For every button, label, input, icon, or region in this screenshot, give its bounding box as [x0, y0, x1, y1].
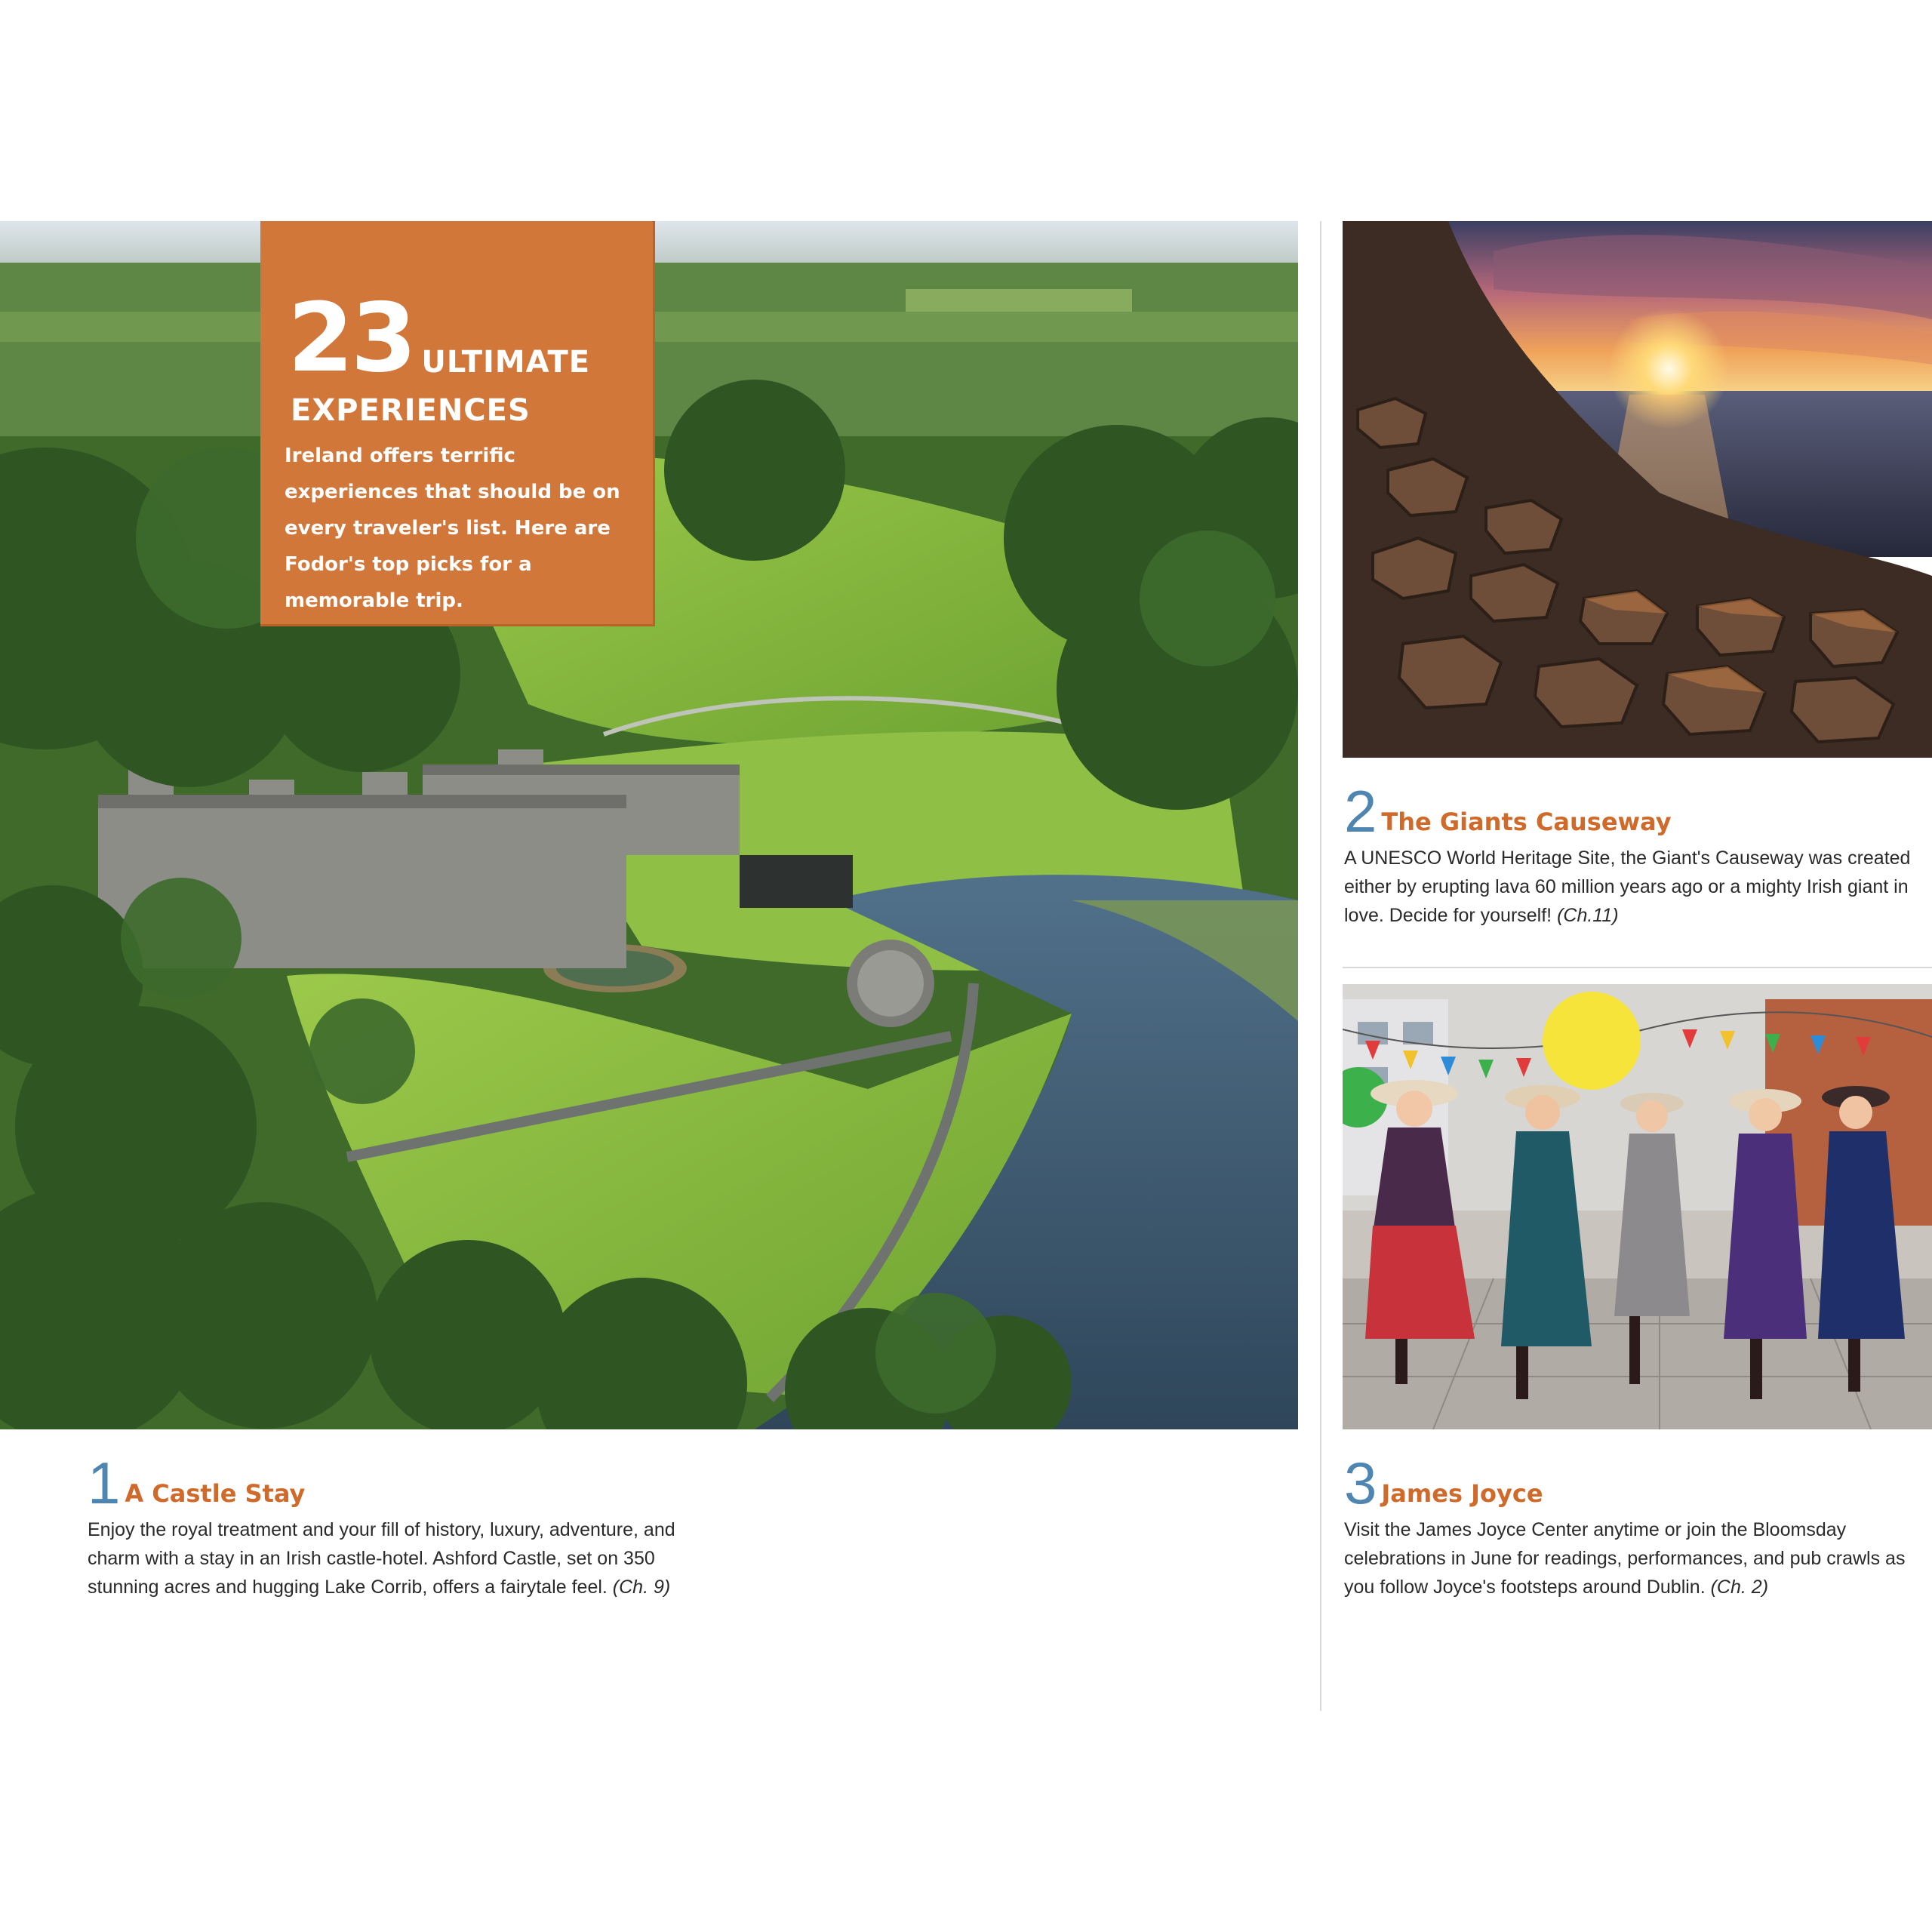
- column-divider: [1320, 221, 1321, 1711]
- chapter-reference: (Ch. 9): [612, 1577, 671, 1598]
- experience-title: James Joyce: [1381, 1479, 1543, 1509]
- experience-description: [1344, 1515, 1918, 1601]
- experience-1-caption: [88, 1450, 729, 1601]
- intro-box: [260, 221, 655, 626]
- section-divider: [1343, 967, 1932, 968]
- intro-body: Ireland offers terrific experiences that should be on every traveler's list. Here are Fodor's top picks for a memorable trip.: [285, 445, 620, 612]
- experience-3-caption: [1344, 1450, 1918, 1601]
- experience-description: [88, 1515, 729, 1601]
- intro-title-line1: ULTIMATE: [421, 345, 591, 380]
- experience-title: A Castle Stay: [125, 1479, 306, 1509]
- intro-title: [288, 282, 591, 393]
- experience-2-caption: [1344, 778, 1918, 930]
- experience-body-text: Enjoy the royal treatment and your fill of history, luxury, adventure, and charm with a stay in an Irish castle-hotel. Ashford Castle, set on 350 stunning acres and hugging Lake Corrib, offers a fairytale feel.: [88, 1519, 675, 1598]
- giants-causeway-photo: [1343, 221, 1932, 758]
- bloomsday-celebration-photo: [1343, 984, 1932, 1429]
- chapter-reference: (Ch. 2): [1710, 1577, 1769, 1598]
- intro-title-line2: EXPERIENCES: [291, 393, 531, 428]
- experience-title: The Giants Causeway: [1381, 808, 1672, 837]
- intro-number: 23: [288, 282, 414, 393]
- chapter-reference: (Ch.11): [1557, 905, 1619, 927]
- experience-body-text: A UNESCO World Heritage Site, the Giant's Causeway was created either by erupting lava 60 million years ago or a mighty Irish giant in love. Decide for yourself!: [1344, 848, 1911, 927]
- experience-description: [1344, 844, 1918, 930]
- experience-body-text: Visit the James Joyce Center anytime or join the Bloomsday celebrations in June for readings, performances, and pub crawls as you follow Joyce's footsteps around Dublin.: [1344, 1519, 1906, 1598]
- experience-number: 2: [1344, 778, 1377, 844]
- experience-number: 3: [1344, 1450, 1377, 1516]
- experience-number: 1: [88, 1450, 121, 1516]
